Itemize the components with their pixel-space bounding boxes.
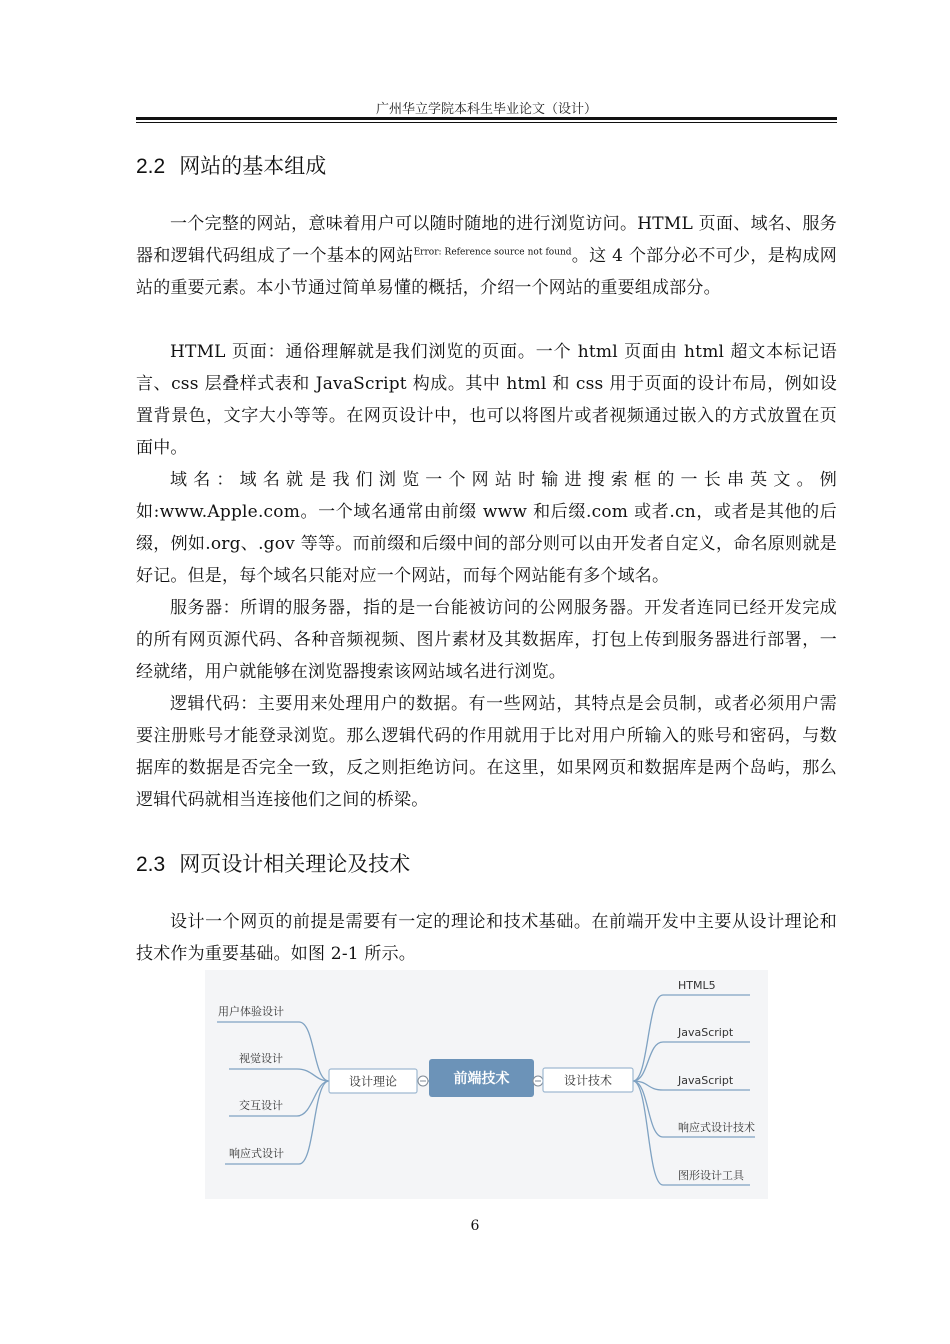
mindmap-center-label: 前端技术: [453, 1071, 510, 1087]
header-rule-thick: [136, 117, 837, 120]
section-heading-2-3: [136, 848, 410, 878]
section-number: 2.2: [136, 155, 166, 178]
mindmap-figure: [205, 970, 768, 1199]
paragraph-domain: 域名：域名就是我们浏览一个网站时输进搜索框的一长串英文。例如:www.Apple.com。一个域名通常由前缀 www 和后缀.com 或者.cn，或者是其他的后缀，例如.org、.gov 等等。而前缀和后缀中间的部分则可以由开发者自定义，命名原则就是好记。但是，每个域名只能对应一个网站，而每个网站能有多个域名。: [136, 470, 837, 586]
paragraph-text: 一个完整的网站，意味着用户可以随时随地的进行浏览访问。HTML 页面、域名、服务器和逻辑代码组成了一个基本的网站: [136, 214, 837, 266]
mindmap-right-item: 图形设计工具: [678, 1169, 744, 1182]
header-rule-thin: [136, 122, 837, 123]
mindmap-left-branch-label: 设计理论: [348, 1074, 398, 1089]
page-number: 6: [470, 1218, 480, 1234]
paragraph-server: 服务器：所谓的服务器，指的是一台能被访问的公网服务器。开发者连同已经开发完成的所有网页源代码、各种音频视频、图片素材及其数据库，打包上传到服务器进行部署，一经就绪，用户就能够在浏览器搜索该网站域名进行浏览。: [136, 598, 837, 682]
mindmap-right-branch-label: 设计技术: [563, 1073, 613, 1088]
paragraph-logic-code: 逻辑代码：主要用来处理用户的数据。有一些网站，其特点是会员制，或者必须用户需要注册账号才能登录浏览。那么逻辑代码的作用就用于比对用户所输入的账号和密码，与数据库的数据是否完全一致，反之则拒绝访问。在这里，如果网页和数据库是两个岛屿，那么逻辑代码就相当连接他们之间的桥梁。: [136, 694, 837, 810]
mindmap-right-item: HTML5: [678, 979, 716, 992]
paragraph-text: 。这 4 个部分必不可少，是构成网站的重要元素。本小节通过简单易懂的概括，介绍一个网站的重要组成部分。: [136, 246, 838, 298]
paragraph-html-page: HTML 页面：通俗理解就是我们浏览的页面。一个 html 页面由 html 超文本标记语言、css 层叠样式表和 JavaScript 构成。其中 html 和 css 用于页面的设计布局，例如设置背景色，文字大小等等。在网页设计中，也可以将图片或者视频通过嵌入的方式放置在页面中。: [136, 342, 837, 458]
mindmap-left-item: 用户体验设计: [218, 1005, 284, 1018]
section-title: 网站的基本组成: [179, 154, 327, 178]
mindmap-left-item: 交互设计: [239, 1099, 283, 1112]
reference-error-note: Error: Reference source not found: [413, 247, 572, 258]
mindmap-left-item: 视觉设计: [239, 1052, 283, 1065]
running-header: 广州华立学院本科生毕业论文（设计）: [375, 102, 597, 117]
mindmap-right-item: JavaScript: [678, 1074, 734, 1087]
mindmap-left-item: 响应式设计: [229, 1147, 284, 1160]
paragraph-web-design-intro: 设计一个网页的前提是需要有一定的理论和技术基础。在前端开发中主要从设计理论和技术作为重要基础。如图 2-1 所示。: [136, 912, 837, 964]
section-heading-2-2: [136, 150, 326, 180]
mindmap-right-item: JavaScript: [678, 1026, 734, 1039]
section-title: 网页设计相关理论及技术: [179, 852, 411, 876]
mindmap-svg: [205, 970, 768, 1199]
mindmap-right-item: 响应式设计技术: [678, 1121, 755, 1134]
paragraph-website-intro: [136, 208, 837, 304]
section-number: 2.3: [136, 853, 166, 876]
